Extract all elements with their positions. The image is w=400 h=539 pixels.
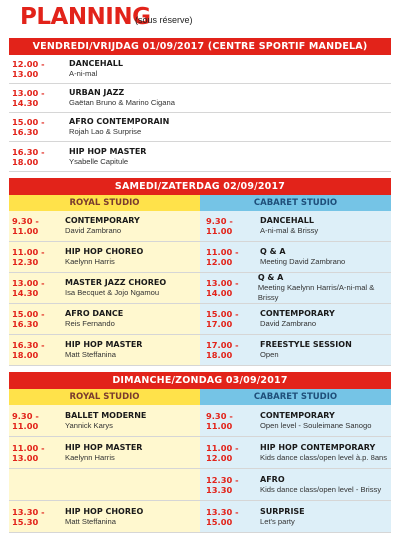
teacher-name: Yannick Karys — [65, 420, 113, 430]
schedule-row — [9, 335, 200, 366]
teacher-name: Meeting David Zambrano — [260, 257, 346, 266]
teacher-name: Let's party — [260, 516, 295, 526]
time-slot: 17.00 - 18.00 — [206, 340, 239, 360]
schedule-row — [200, 242, 391, 273]
time-slot: 13.00 - 14.00 — [206, 278, 239, 298]
class-name: Q & A — [257, 273, 284, 282]
schedule-row — [9, 437, 200, 469]
schedule-row-empty — [9, 469, 200, 501]
class-name: DANCEHALL — [69, 59, 123, 68]
day-header-sunday: DIMANCHE/ZONDAG 03/09/2017 — [9, 372, 391, 389]
schedule-row — [9, 211, 200, 242]
teacher-name: Matt Steffanina — [65, 350, 116, 359]
time-slot: 13.00 - 14.30 — [12, 88, 45, 108]
time-slot: 11.00 - 12.00 — [206, 247, 239, 267]
class-name: SURPRISE — [260, 506, 305, 516]
teacher-name: Meeting Kaelynn Harris/A-ni-mal & Brissy — [257, 283, 375, 302]
time-slot: 16.30 - 18.00 — [12, 146, 45, 167]
studio-header-royal: ROYAL STUDIO — [9, 195, 200, 211]
teacher-name: A-ni-mal — [69, 69, 98, 78]
schedule-row — [9, 501, 200, 533]
schedule-row — [200, 273, 391, 304]
time-slot: 16.30 - 18.00 — [12, 340, 45, 360]
class-name: HIP HOP CHOREO — [65, 247, 144, 256]
class-name: HIP HOP MASTER — [69, 146, 147, 156]
schedule-row — [9, 142, 391, 172]
page-subtitle: (sous réserve) — [135, 15, 193, 25]
schedule-row — [200, 211, 391, 242]
time-slot: 11.00 - 12.30 — [12, 247, 45, 267]
page-header — [9, 0, 391, 38]
cabaret-studio-column — [200, 389, 391, 533]
teacher-name: Matt Steffanina — [65, 516, 116, 526]
day-friday — [9, 38, 391, 172]
teacher-name: A-ni-mal & Brissy — [260, 226, 319, 235]
class-name: AFRO CONTEMPORAIN — [69, 117, 170, 126]
schedule-row — [200, 335, 391, 366]
studio-header-cabaret: CABARET STUDIO — [200, 389, 391, 405]
class-name: HIP HOP CHOREO — [65, 506, 144, 516]
cabaret-studio-column — [200, 195, 391, 366]
time-slot: 11.00 - 12.00 — [206, 442, 239, 463]
day-saturday — [9, 178, 391, 366]
time-slot: 13.00 - 14.30 — [12, 278, 45, 298]
time-slot: 9.30 - 11.00 — [12, 216, 39, 236]
schedule-row — [9, 242, 200, 273]
time-slot: 9.30 - 11.00 — [12, 410, 39, 431]
schedule-row — [200, 469, 391, 501]
class-name: MASTER JAZZ CHOREO — [65, 278, 167, 287]
studio-header-royal: ROYAL STUDIO — [9, 389, 200, 405]
teacher-name: Open — [260, 350, 279, 359]
day-sunday — [9, 372, 391, 533]
schedule-row — [200, 304, 391, 335]
teacher-name: Kaelynn Harris — [65, 452, 115, 462]
schedule-row — [9, 84, 391, 113]
time-slot: 13.30 - 15.00 — [206, 506, 239, 527]
teacher-name: Open level - Souleimane Sanogo — [260, 420, 372, 430]
day-header-friday: VENDREDI/VRIJDAG 01/09/2017 (CENTRE SPORTIF MANDELA) — [9, 38, 391, 55]
teacher-name: Kids dance class/open level - Brissy — [260, 484, 382, 494]
teacher-name: Kids dance class/open level à.p. 8ans — [260, 452, 388, 462]
studio-header-cabaret: CABARET STUDIO — [200, 195, 391, 211]
class-name: CONTEMPORARY — [260, 309, 335, 318]
teacher-name: David Zambrano — [65, 226, 122, 235]
schedule-row — [9, 113, 391, 142]
class-name: DANCEHALL — [260, 216, 314, 225]
class-name: AFRO DANCE — [65, 309, 124, 318]
schedule-row — [9, 405, 200, 437]
class-name: HIP HOP MASTER — [65, 442, 143, 452]
teacher-name: Gaëtan Bruno & Marino Cigana — [69, 98, 175, 107]
schedule-row — [9, 55, 391, 84]
class-name: HIP HOP MASTER — [65, 340, 143, 349]
royal-studio-column — [9, 389, 200, 533]
class-name: CONTEMPORARY — [260, 410, 335, 420]
schedule-row — [9, 273, 200, 304]
class-name: HIP HOP CONTEMPORARY — [260, 442, 376, 452]
royal-studio-column — [9, 195, 200, 366]
day-header-saturday: SAMEDI/ZATERDAG 02/09/2017 — [9, 178, 391, 195]
teacher-name: Reis Fernando — [65, 319, 115, 328]
page-title: PLANNING — [20, 4, 151, 30]
time-slot: 13.30 - 15.30 — [12, 506, 45, 527]
time-slot: 9.30 - 11.00 — [206, 216, 233, 236]
time-slot: 11.00 - 13.00 — [12, 442, 45, 463]
teacher-name: Kaelynn Harris — [65, 257, 115, 266]
class-name: CONTEMPORARY — [65, 216, 140, 225]
class-name: URBAN JAZZ — [69, 88, 125, 97]
schedule-row — [200, 501, 391, 533]
schedule-row — [9, 304, 200, 335]
time-slot: 15.00 - 17.00 — [206, 309, 239, 329]
class-name: AFRO — [260, 474, 285, 484]
class-name: BALLET MODERNE — [65, 410, 147, 420]
schedule-row — [200, 405, 391, 437]
time-slot: 12.00 - 13.00 — [12, 59, 45, 79]
teacher-name: Isa Becquet & Jojo Ngamou — [65, 288, 160, 297]
time-slot: 15.00 - 16.30 — [12, 309, 45, 329]
time-slot: 9.30 - 11.00 — [206, 410, 233, 431]
teacher-name: Ysabelle Capitule — [69, 156, 129, 166]
class-name: Q & A — [260, 247, 286, 256]
class-name: FREESTYLE SESSION — [260, 340, 352, 349]
teacher-name: Rojah Lao & Surprise — [69, 127, 142, 136]
teacher-name: David Zambrano — [260, 319, 317, 328]
time-slot: 12.30 - 13.30 — [206, 474, 239, 495]
schedule-row — [200, 437, 391, 469]
time-slot: 15.00 - 16.30 — [12, 117, 45, 137]
